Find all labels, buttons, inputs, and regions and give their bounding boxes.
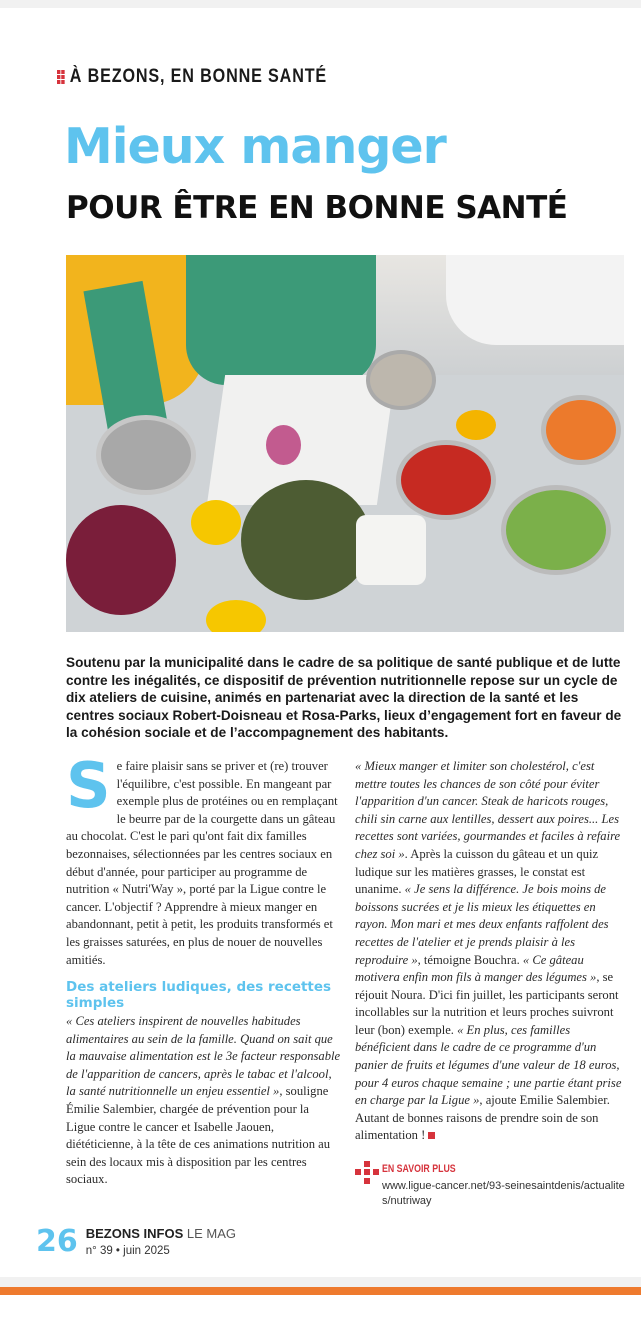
quote-text: « Mieux manger et limiter son cholestérol, c'est mettre toutes les chances de son côté pour éviter l'apparition d'un cancer. Steak de haricots rouges, chili sin carne aux lentilles, dessert aux poires... Les recettes sont variées, gourmandes et faciles à refaire chez soi » [355,758,621,861]
page-title: Mieux manger [64,118,446,175]
paragraph-text: , souligne Émilie Salembier, chargée de prévention pour la Ligue contre le cancer et Isabelle Jaouen, diététicienne, à la tête de ces animations nutrition au sein des locaux mis à disposition par les centres sociaux. [66,1084,331,1187]
more-info-box [355,1161,627,1209]
cooking-workshop-photo [66,255,624,632]
article-columns [66,748,627,1209]
orange-bar [0,1287,641,1295]
page-number: 26 [36,1223,78,1259]
article-column-right [355,758,627,1209]
magazine-suffix: LE MAG [186,1225,237,1241]
more-info-link[interactable]: www.ligue-cancer.net/93-seinesaintdenis/actualites/nutriway [382,1179,625,1207]
quote-text: « En plus, ces familles bénéficient dans le cadre de ce programme d'un panier de fruits et légumes d'une valeur de 18 euros, pour 4 euros chaque semaine ; une partie étant prise en charge par la Ligue » [355,1022,622,1108]
rubric-label: À BEZONS, EN BONNE SANTÉ [69,66,328,87]
paragraph-text: , se réjouit Noura. D'ici fin juillet, les participants seront incollables sur la nutrition et leurs proches suivront leur (bon) exemple. [355,970,619,1037]
more-info-title: EN SAVOIR PLUS [382,1163,456,1176]
paragraph-text: , ajoute Emilie Salembier. Autant de bonnes raisons de prendre soin de son alimentation ! [355,1093,610,1143]
quote-text: « Ce gâteau motivera enfin mon fils à manger des légumes » [355,952,597,985]
section-rubric [57,66,327,88]
quote-text: « Je sens la différence. Je bois moins de boissons sucrées et je lis mieux les étiquettes en rayon. Mon mari et mes deux enfants raffolent des recettes de l'atelier et je prends plaisir à les reproduire » [355,882,609,967]
red-cross-icon [355,1161,379,1185]
paragraph-testimonials [355,758,627,1145]
paragraph-text: . Après la cuisson du gâteau et un quiz ludique sur les matières grasses, le constat est unanime. [355,846,599,897]
page-footer [36,1225,627,1257]
end-mark-icon [428,1132,435,1139]
paragraph-quote [66,1013,341,1189]
paragraph-text: , témoigne Bouchra. [417,952,523,967]
top-strip [0,0,641,8]
article-flow [36,654,627,1295]
paragraph-intro-text: e faire plaisir sans se priver et (re) trouver l'équilibre, c'est possible. En mangeant par exemple plus de protéines ou en remplaçant le beurre par de la courgette dans un gâteau au chocolat. C'est le pari qu'ont fait dix familles bezonnaises, sélectionnées par les centres sociaux en début d'année, pour participer au programme de nutrition « Nutri'Way », porté par la Ligue contre le cancer. L'objectif ? Apprendre à mieux manger en abandonnant, petit à petit, les produits transformés et les graisses saturées, en plus de nouer de nouvelles amitiés. [66,758,338,967]
magazine-name: BEZONS INFOS [85,1225,184,1241]
subheading: Des ateliers ludiques, des recettes simples [66,979,332,1012]
page-subtitle: POUR ÊTRE EN BONNE SANTÉ [66,190,568,226]
rubric-mark-icon [57,70,65,84]
quote-text: « Ces ateliers inspirent de nouvelles habitudes alimentaires au sein de la famille. Quand on sait que la mauvaise alimentation est le 3e facteur responsable de l'apparition de cancers, après le tabac et l'alcool, la santé nutritionnelle un enjeu essentiel » [66,1014,341,1099]
article-column-left [66,748,341,1209]
article-lede: Soutenu par la municipalité dans le cadre de sa politique de santé publique et de lutte contre les inégalités, ce dispositif de prévention nutritionnelle repose sur un cycle de dix ateliers de cuisine, animés en partenariat avec la direction de la santé et les centres sociaux Robert-Doisneau et Rosa-Parks, lieux d’engagement fort en faveur de la cohésion sociale et de l’accompagnement des habitants. [66,655,622,741]
issue-info: n° 39 • juin 2025 [85,1244,170,1257]
bottom-strip [0,1277,641,1287]
drop-cap: S [66,748,111,822]
paragraph-intro [66,748,341,969]
